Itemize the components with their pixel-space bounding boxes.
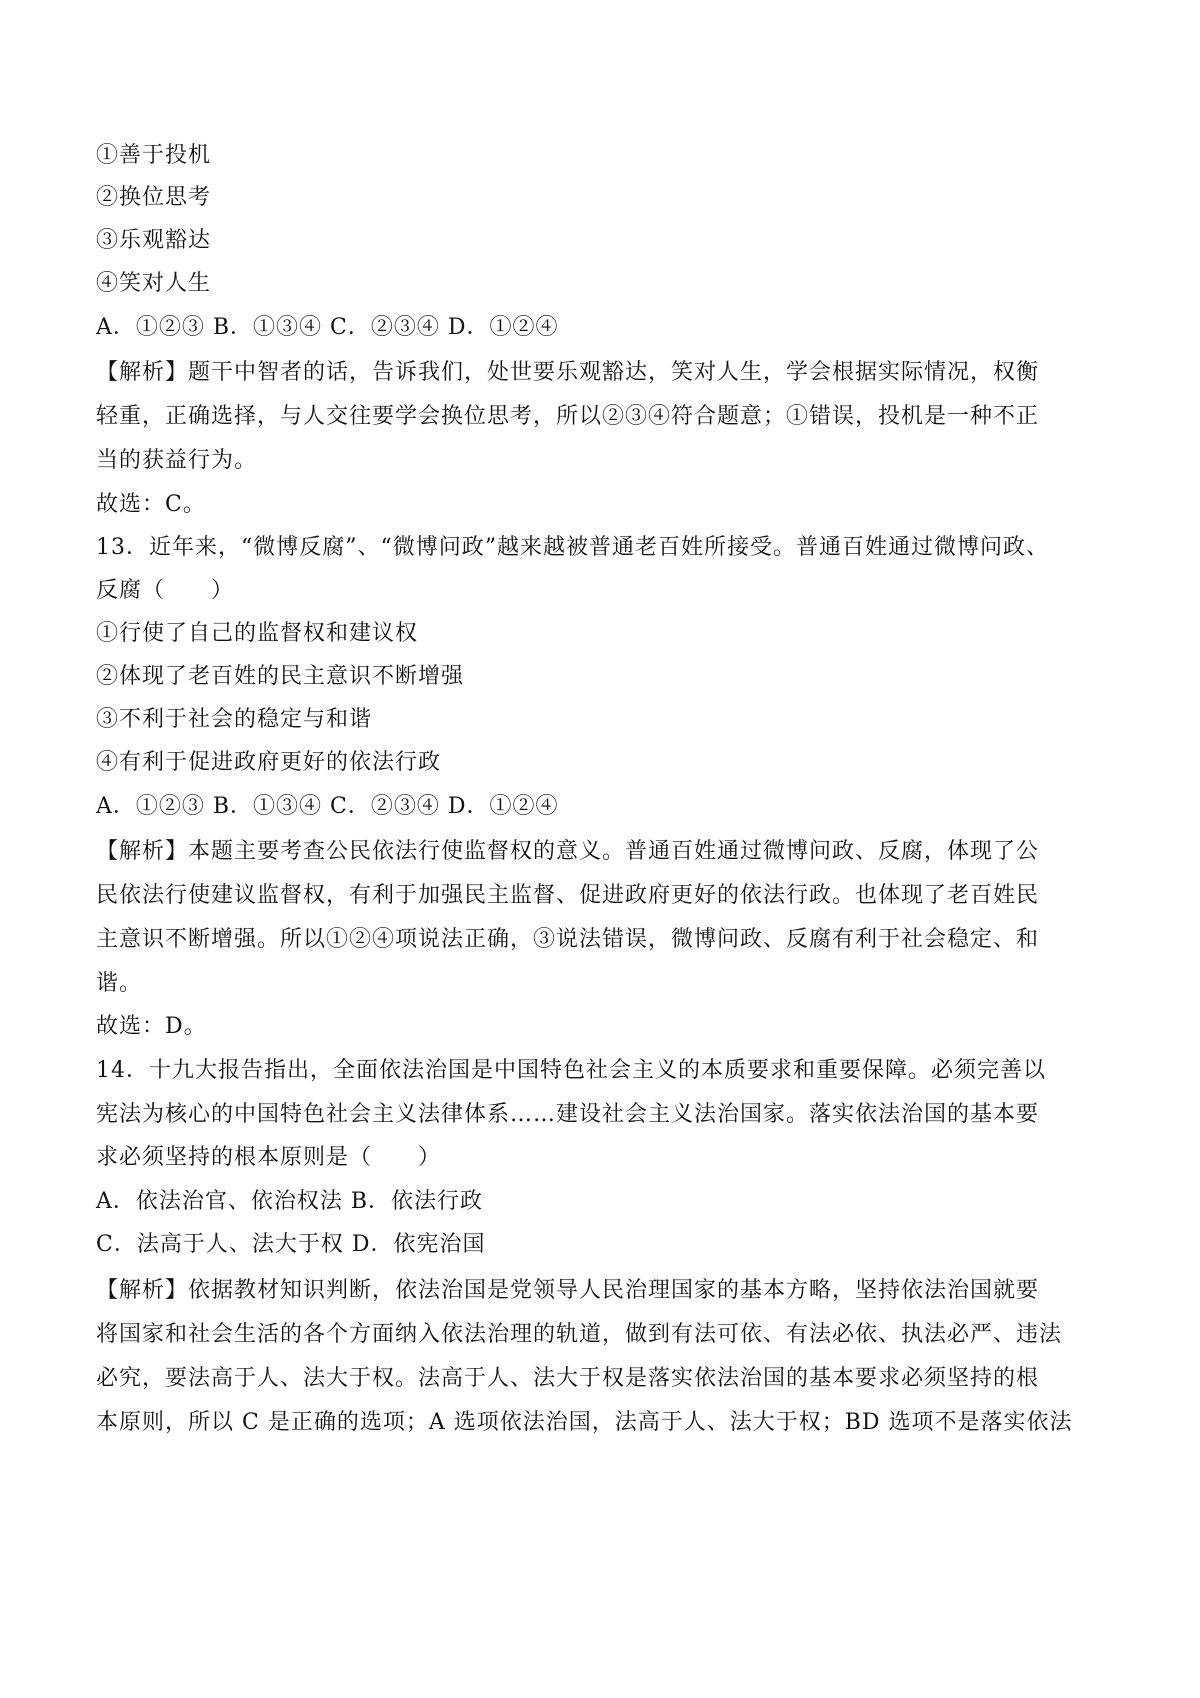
- q12-option-1: ①善于投机: [96, 143, 212, 168]
- q14-stem-line: 14．十九大报告指出，全面依法治国是中国特色社会主义的本质要求和重要保障。必须完善以: [96, 1058, 1046, 1083]
- q13-analysis-line: 谐。: [96, 971, 143, 996]
- q13-analysis-line: 主意识不断增强。所以①②④项说法正确，③说法错误，微博问政、反腐有利于社会稳定、和: [96, 927, 1040, 952]
- q14-stem-line: 求必须坚持的根本原则是（ ）: [96, 1145, 442, 1170]
- q13-analysis-line: 民依法行使建议监督权，有利于加强民主监督、促进政府更好的依法行政。也体现了老百姓民: [96, 883, 1040, 908]
- q13-option-1: ①行使了自己的监督权和建议权: [96, 621, 419, 646]
- q12-answer: 故选：C。: [96, 492, 206, 517]
- q13-option-3: ③不利于社会的稳定与和谐: [96, 707, 373, 732]
- q14-analysis-line: 必究，要法高于人、法大于权。法高于人、法大于权是落实依法治国的基本要求必须坚持的根: [96, 1366, 1040, 1391]
- q14-analysis-line: 【解析】依据教材知识判断，依法治国是党领导人民治理国家的基本方略，坚持依法治国就要: [96, 1278, 1040, 1303]
- q13-analysis-line: 【解析】本题主要考查公民依法行使监督权的意义。普通百姓通过微博问政、反腐，体现了公: [96, 839, 1040, 864]
- q13-choices: A．①②③ B．①③④ C．②③④ D．①②④: [96, 794, 559, 819]
- q12-analysis-line: 当的获益行为。: [96, 448, 258, 473]
- q14-choices-row-1: A．依法治官、依治权法 B．依法行政: [96, 1189, 484, 1214]
- q12-choices: A．①②③ B．①③④ C．②③④ D．①②④: [96, 315, 559, 340]
- q12-option-4: ④笑对人生: [96, 271, 212, 296]
- q12-option-2: ②换位思考: [96, 185, 212, 210]
- q13-stem-line: 13．近年来，“微博反腐”、“微博问政”越来越被普通老百姓所接受。普通百姓通过微博问政、: [96, 535, 1049, 560]
- q13-option-4: ④有利于促进政府更好的依法行政: [96, 750, 442, 775]
- q14-choices-row-2: C．法高于人、法大于权 D．依宪治国: [96, 1232, 486, 1257]
- q13-option-2: ②体现了老百姓的民主意识不断增强: [96, 664, 465, 689]
- q12-analysis-line: 【解析】题干中智者的话，告诉我们，处世要乐观豁达，笑对人生，学会根据实际情况，权衡: [96, 360, 1040, 385]
- q14-analysis-line: 将国家和社会生活的各个方面纳入依法治理的轨道，做到有法可依、有法必依、执法必严、违法: [96, 1322, 1063, 1347]
- q14-stem-line: 宪法为核心的中国特色社会主义法律体系……建设社会主义法治国家。落实依法治国的基本要: [96, 1102, 1040, 1127]
- q12-analysis-line: 轻重，正确选择，与人交往要学会换位思考，所以②③④符合题意；①错误，投机是一种不正: [96, 404, 1040, 429]
- q12-option-3: ③乐观豁达: [96, 228, 212, 253]
- q13-stem-line: 反腐（ ）: [96, 578, 235, 603]
- q13-answer: 故选：D。: [96, 1014, 207, 1039]
- q14-analysis-line: 本原则，所以 C 是正确的选项；A 选项依法治国，法高于人、法大于权；BD 选项不是落实依法: [96, 1410, 1073, 1435]
